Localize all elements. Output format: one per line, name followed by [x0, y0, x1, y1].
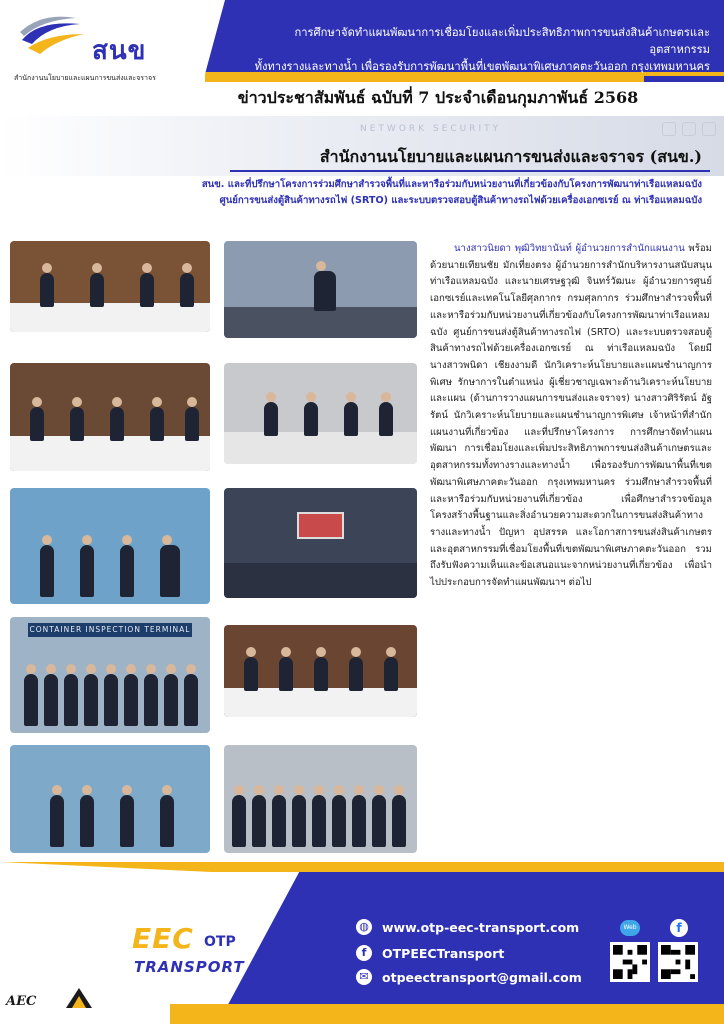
project-title	[240, 24, 710, 75]
article-body	[430, 241, 712, 592]
photo-observation-deck	[10, 745, 210, 853]
facebook-qr-code[interactable]	[658, 942, 698, 982]
photo-meeting-2	[224, 241, 417, 338]
article-lead: นางสาวนิยดา พุฒิวิทยานันท์ ผู้อำนวยการสำนักแผนงาน	[454, 243, 685, 254]
photo-meeting-1	[10, 241, 210, 332]
email-link[interactable]	[356, 969, 582, 985]
issue-title: ข่าวประชาสัมพันธ์ ฉบับที่ 7 ประจำเดือนกุมภาพันธ์ 2568	[237, 88, 639, 107]
photo-presentation	[224, 488, 417, 598]
photo-control-tower	[10, 488, 210, 604]
logo-subtitle: สำนักงานนโยบายและแผนการขนส่งและจราจร	[14, 74, 156, 82]
email-text: otpeectransport@gmail.com	[382, 969, 582, 985]
article-text: พร้อมด้วยนายเทียนชัย มักเที่ยงตรง ผู้อำนวยการสำนักบริหารงานสนับสนุน ท่าเรือแหลมฉบัง และนายเศรษฐวุฒิ จินทร์วัฒนะ ผู้อำนวยการศูนย์เอกซเรย์และเทคโนโลยีศุลกากร กรมศุลกากร ร่วมศึกษาสำรวจพื้นที่และหารือร่วมกับหน่วยงานที่เกี่ยวข้องกับโครงการพัฒนาท่าเรือแหลมฉบัง ศูนย์การขนส่งตู้สินค้าทางรถไฟ (SRTO) และระบบตรวจสอบตู้สินค้าทางรถไฟด้วยเครื่องเอกซเรย์ ณ ท่าเรือแหลมฉบัง โดยมีนางสาวพนิดา เชียงงามดี นักวิเคราะห์นโยบายและแผนชำนาญการพิเศษ รักษาการในตำแหน่ง ผู้เชี่ยวชาญเฉพาะด้านวิเคราะห์นโยบายและแผน (ด้านการวางแผนการขนส่งและจราจร) นางสาวศิริรัตน์ อัฐรัตน์ นักวิเคราะห์นโยบายและแผนชำนาญการพิเศษ เจ้าหน้าที่สำนักแผนงานที่เกี่ยวข้อง และที่ปรึกษาโครงการ การศึกษาจัดทำแผนพัฒนา การเชื่อมโยงและเพิ่มประสิทธิภาพการขนส่งสินค้าเกษตรและอุตสาหกรรมทั้งทางรางและทางน้ำ เพื่อรองรับการพัฒนาพื้นที่เขตพัฒนาพิเศษภาคตะวันออก กรุงเทพมหานคร ร่วมศึกษาสำรวจพื้นที่และหารือร่วมกับหน่วยงานที่เกี่ยวข้อง เพื่อศึกษาสำรวจข้อมูลโครงสร้างพื้นฐานและสิ่งอำนวยความสะดวกในการขนส่งสินค้าทางรางและทางน้ำ ปัญหา อุปสรรค และโอกาสการขนส่งสินค้าเกษตรและอุตสาหกรรมที่เชื่อมโยงพื้นที่เขตพัฒนาพิเศษภาคตะวันออก รวมถึงรับฟังความเห็นและข้อเสนอแนะจากหน่วยงานที่เกี่ยวข้อง เพื่อนำไปประกอบการจัดทำแผนพัฒนาฯ ต่อไป	[430, 243, 712, 589]
network-icon	[702, 122, 716, 136]
terminal-sign: CONTAINER INSPECTION TERMINAL	[28, 623, 192, 637]
qr-code-icon	[613, 945, 647, 979]
aec-logo: AEC	[6, 994, 37, 1009]
website-qr-code[interactable]	[610, 942, 650, 982]
web-qr-label-icon: Web	[620, 920, 640, 936]
otp-logo-text: OTP	[204, 934, 236, 950]
globe-icon: ◍	[356, 919, 372, 935]
photo-group-indoor	[224, 745, 417, 853]
website-link[interactable]	[356, 919, 579, 935]
banner-decorative-icons	[662, 122, 716, 136]
header-accent-stripe-blue	[644, 76, 724, 82]
footer-bottom-stripe	[170, 1004, 724, 1024]
news-headline-line-2: ศูนย์การขนส่งตู้สินค้าทางรถไฟ (SRTO) และระบบตรวจสอบตู้สินค้าทางรถไฟด้วยเครื่องเอกซเรย์ ณ ท่าเรือแหลมฉบัง	[219, 195, 702, 206]
org-title: สำนักงานนโยบายและแผนการขนส่งและจราจร (สนข.)	[319, 147, 702, 166]
org-title-underline	[230, 170, 710, 172]
project-title-line-1: การศึกษาจัดทำแผนพัฒนาการเชื่อมโยงและเพิ่มประสิทธิภาพการขนส่งสินค้าเกษตรและอุตสาหกรรม	[294, 26, 710, 56]
photo-container-terminal-group	[10, 617, 210, 733]
banner-decorative-text: NETWORK SECURITY	[360, 124, 502, 134]
photo-meeting-room	[224, 363, 417, 464]
news-headline	[42, 177, 702, 209]
facebook-icon: f	[356, 945, 372, 961]
news-headline-line-1: สนข. และที่ปรึกษาโครงการร่วมศึกษาสำรวจพื้นที่และหารือร่วมกับหน่วยงานที่เกี่ยวข้องกับโครงการพัฒนาท่าเรือแหลมฉบัง	[201, 179, 702, 190]
eec-logo-text: EEC	[132, 922, 194, 955]
facebook-text: OTPEECTransport	[382, 945, 505, 961]
mail-icon: ✉	[356, 969, 372, 985]
logo-text: สนข	[92, 36, 147, 66]
lock-icon	[682, 122, 696, 136]
presentation-screen	[297, 512, 343, 538]
eec-transport-logo	[132, 922, 262, 982]
gear-icon	[662, 122, 676, 136]
facebook-link[interactable]	[356, 945, 504, 961]
project-title-line-2: ทั้งทางรางและทางน้ำ เพื่อรองรับการพัฒนาพื้นที่เขตพัฒนาพิเศษภาคตะวันออก กรุงเทพมหานคร	[254, 60, 710, 73]
qr-code-icon	[661, 945, 695, 979]
transport-logo-text: TRANSPORT	[134, 958, 245, 976]
website-text: www.otp-eec-transport.com	[382, 919, 580, 935]
facebook-qr-label-icon: f	[670, 919, 688, 937]
otp-logo-icon	[18, 14, 88, 58]
consultant-logo-icon	[62, 986, 96, 1010]
photo-meeting-4	[224, 625, 417, 717]
photo-meeting-3	[10, 363, 210, 471]
